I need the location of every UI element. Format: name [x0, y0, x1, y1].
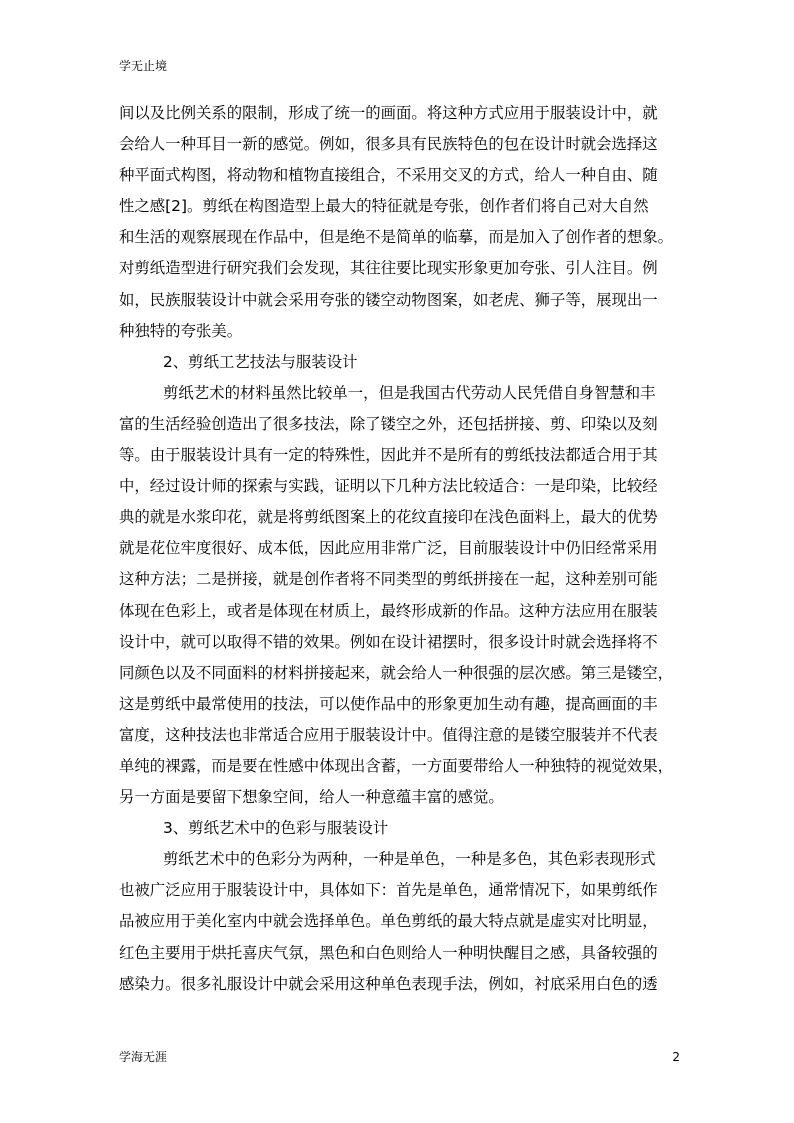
page-header: 学无止境 — [119, 59, 168, 73]
text-line: 这是剪纸中最常使用的技法，可以使作品中的形象更加生动有趣，提高画面的丰 — [119, 694, 658, 713]
text-line: 2、剪纸工艺技法与服装设计 — [163, 352, 358, 371]
text-line: 单纯的裸露，而是要在性感中体现出含蓄，一方面要带给人一种独特的视觉效果， — [119, 756, 674, 775]
page-footer: 学海无涯 — [119, 1050, 168, 1064]
text-line: 品被应用于美化室内中就会选择单色。单色剪纸的最大特点就是虚实对比明显， — [119, 912, 658, 931]
document-body — [119, 98, 679, 1000]
text-line: 中，经过设计师的探索与实践，证明以下几种方法比较适合：一是印染，比较经 — [119, 477, 658, 496]
text-line: 会给人一种耳目一新的感觉。例如，很多具有民族特色的包在设计时就会选择这 — [119, 135, 658, 154]
text-line: 剪纸艺术的材料虽然比较单一，但是我国古代劳动人民凭借自身智慧和丰 — [163, 383, 656, 402]
text-line: 也被广泛应用于服装设计中，具体如下：首先是单色，通常情况下，如果剪纸作 — [119, 881, 658, 900]
text-line: 剪纸艺术中的色彩分为两种，一种是单色，一种是多色，其色彩表现形式 — [163, 850, 656, 869]
text-line: 和生活的观察展现在作品中，但是绝不是简单的临摹，而是加入了创作者的想象。 — [119, 228, 674, 247]
text-line: 3、剪纸艺术中的色彩与服装设计 — [163, 819, 389, 838]
text-line: 体现在色彩上，或者是体现在材质上，最终形成新的作品。这种方法应用在服装 — [119, 601, 658, 620]
text-line: 如，民族服装设计中就会采用夸张的镂空动物图案，如老虎、狮子等，展现出一 — [119, 290, 658, 309]
text-line: 同颜色以及不同面料的材料拼接起来，就会给人一种很强的层次感。第三是镂空， — [119, 663, 674, 682]
text-line: 间以及比例关系的限制，形成了统一的画面。将这种方式应用于服装设计中，就 — [119, 104, 658, 122]
text-line: 等。由于服装设计具有一定的特殊性，因此并不是所有的剪纸技法都适合用于其 — [119, 446, 658, 465]
text-line: 红色主要用于烘托喜庆气氛，黑色和白色则给人一种明快醒目之感，具备较强的 — [119, 943, 658, 962]
page-number: 2 — [672, 1050, 680, 1064]
text-line: 另一方面是要留下想象空间，给人一种意蕴丰富的感觉。 — [119, 788, 504, 807]
text-line: 性之感[2]。剪纸在构图造型上最大的特征就是夸张，创作者们将自己对大自然 — [119, 197, 649, 216]
text-line: 种平面式构图，将动物和植物直接组合，不采用交叉的方式，给人一种自由、随 — [119, 166, 658, 185]
text-line: 富的生活经验创造出了很多技法，除了镂空之外，还包括拼接、剪、印染以及刻 — [119, 414, 658, 433]
text-line: 这种方法；二是拼接，就是创作者将不同类型的剪纸拼接在一起，这种差别可能 — [119, 570, 658, 589]
text-line: 感染力。很多礼服设计中就会采用这种单色表现手法，例如，衬底采用白色的透 — [119, 974, 658, 993]
text-line: 富度，这种技法也非常适合应用于服装设计中。值得注意的是镂空服装并不代表 — [119, 725, 658, 744]
text-line: 就是花位牢度很好、成本低，因此应用非常广泛，目前服装设计中仍旧经常采用 — [119, 539, 658, 558]
text-line: 典的就是水浆印花，就是将剪纸图案上的花纹直接印在浅色面料上，最大的优势 — [119, 508, 658, 527]
text-line: 种独特的夸张美。 — [119, 321, 243, 340]
text-line: 对剪纸造型进行研究我们会发现，其往往要比现实形象更加夸张、引人注目。例 — [119, 259, 658, 278]
text-line: 设计中，就可以取得不错的效果。例如在设计裙摆时，很多设计时就会选择将不 — [119, 632, 658, 651]
